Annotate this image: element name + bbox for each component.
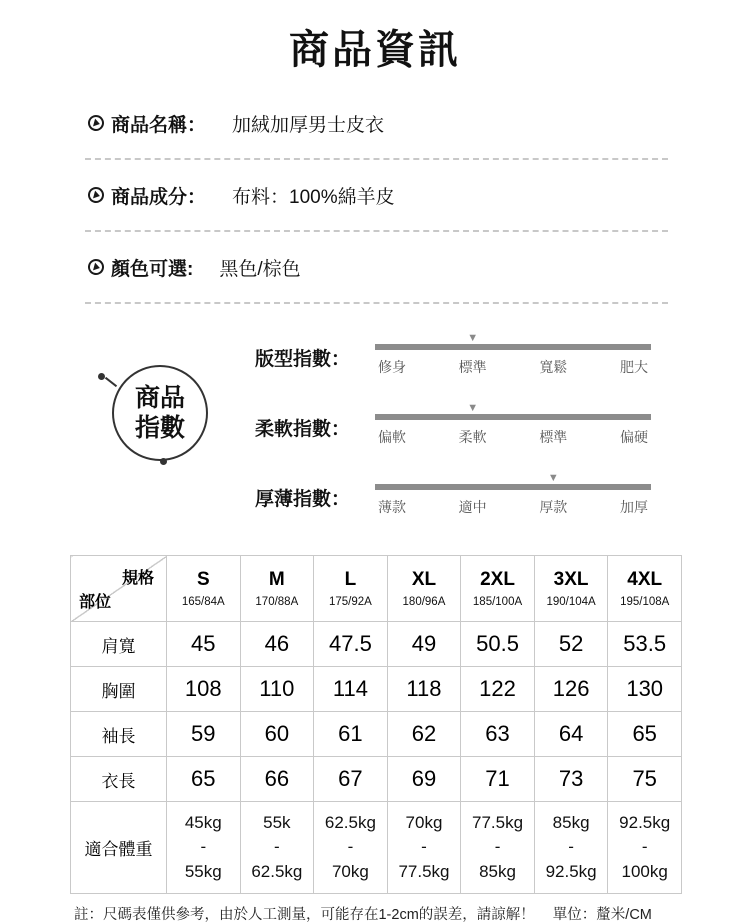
size-column-header (461, 556, 535, 622)
corner-cell (71, 556, 167, 622)
play-circle-icon (86, 113, 106, 133)
table-row-weight (71, 802, 682, 894)
slider-marker-slot (536, 331, 570, 344)
weight-to: 55kg (184, 861, 222, 881)
size-name: S (196, 569, 210, 590)
weight-dash: - (494, 837, 501, 857)
size-spec: 180/96A (402, 596, 446, 608)
slider-option: 適中 (458, 499, 487, 515)
dashed-divider (85, 230, 668, 232)
slider-label: 柔軟指數： (255, 419, 351, 440)
weight-cell (240, 802, 314, 894)
cell-value: 63 (461, 712, 535, 757)
page-title: 商品資訊 (289, 28, 461, 72)
slider-option: 加厚 (619, 499, 648, 515)
info-item-material (88, 181, 750, 209)
cell-value: 61 (314, 712, 388, 757)
cell-value: 118 (387, 667, 461, 712)
info-label: 顏色可選: (111, 258, 194, 280)
cell-value: 126 (534, 667, 608, 712)
cell-value: 67 (314, 757, 388, 802)
slider-marker-icon: ▼ (547, 472, 559, 484)
slider-option: 薄款 (378, 499, 406, 515)
size-column-header (387, 556, 461, 622)
weight-to: 62.5kg (251, 861, 303, 881)
size-name: M (268, 569, 285, 590)
slider-marker-slot (617, 331, 651, 344)
cell-value: 47.5 (314, 622, 388, 667)
cell-value: 65 (608, 712, 682, 757)
cell-value: 114 (314, 667, 388, 712)
dashed-divider (85, 158, 668, 160)
row-label: 袖長 (71, 712, 167, 757)
row-label: 衣長 (71, 757, 167, 802)
slider-marker-slot (536, 401, 570, 414)
weight-cell (387, 802, 461, 894)
cell-value: 73 (534, 757, 608, 802)
size-spec: 170/88A (255, 596, 299, 608)
size-column-header (608, 556, 682, 622)
slider-bar (375, 484, 651, 490)
footnote-unit: 單位：釐米/CM (552, 907, 652, 923)
table-row-sleeve (71, 712, 682, 757)
slider-row-thickness (255, 471, 750, 517)
cell-value: 122 (461, 667, 535, 712)
product-index-section (0, 325, 750, 541)
table-row-chest (71, 667, 682, 712)
play-circle-icon (86, 185, 106, 205)
footnote (74, 903, 750, 924)
index-badge-wrap (0, 325, 255, 541)
size-spec: 195/108A (620, 596, 670, 608)
cell-value: 62 (387, 712, 461, 757)
weight-from: 92.5kg (619, 812, 671, 832)
fit-index-slider (375, 331, 651, 377)
weight-to: 92.5kg (545, 861, 597, 881)
weight-from: 77.5kg (472, 812, 524, 832)
size-name: 3XL (553, 569, 589, 590)
slider-option: 厚款 (539, 499, 568, 515)
slider-option: 肥大 (619, 359, 648, 375)
weight-to: 85kg (479, 861, 516, 881)
weight-from: 70kg (405, 812, 443, 832)
size-name: 4XL (627, 569, 663, 590)
slider-label: 厚薄指數： (255, 489, 351, 510)
size-spec: 165/84A (181, 596, 225, 608)
product-info-list (0, 109, 750, 304)
weight-to: 100kg (621, 861, 668, 881)
weight-dash: - (347, 837, 354, 857)
cell-value: 130 (608, 667, 682, 712)
slider-row-softness (255, 401, 750, 447)
cell-value: 64 (534, 712, 608, 757)
slider-marker-slot (456, 471, 490, 484)
weight-to: 70kg (331, 861, 369, 881)
size-spec: 185/100A (472, 596, 523, 608)
cell-value: 110 (240, 667, 314, 712)
size-name: L (344, 569, 357, 590)
slider-marker-slot (375, 401, 409, 414)
size-column-header (314, 556, 388, 622)
slider-marker-slot (617, 401, 651, 414)
decoration-dot (160, 458, 167, 465)
weight-cell (314, 802, 388, 894)
slider-options (375, 357, 651, 377)
slider-row-fit (255, 331, 750, 377)
weight-dash: - (274, 837, 280, 857)
cell-value: 65 (167, 757, 241, 802)
slider-marker-slot (375, 331, 409, 344)
slider-option: 寬鬆 (539, 359, 568, 375)
cell-value: 52 (534, 622, 608, 667)
table-row-length (71, 757, 682, 802)
slider-marker-icon: ▼ (467, 402, 479, 414)
slider-option: 修身 (378, 359, 406, 375)
slider-option: 偏軟 (378, 429, 406, 445)
row-label: 肩寬 (71, 622, 167, 667)
slider-markers-0 (375, 331, 651, 344)
weight-dash: - (641, 837, 648, 857)
index-sliders (255, 325, 750, 541)
size-column-header (534, 556, 608, 622)
weight-cell (534, 802, 608, 894)
weight-from: 62.5kg (324, 812, 376, 832)
weight-cell (461, 802, 535, 894)
slider-bar (375, 414, 651, 420)
slider-option: 柔軟 (458, 429, 487, 445)
cell-value: 46 (240, 622, 314, 667)
size-spec: 175/92A (328, 596, 372, 608)
size-column-header (167, 556, 241, 622)
cell-value: 69 (387, 757, 461, 802)
footnote-text: 註：尺碼表僅供參考，由於人工測量，可能存在1-2cm的誤差，請諒解！ (74, 907, 535, 923)
weight-from: 55k (263, 812, 291, 832)
weight-cell (167, 802, 241, 894)
badge-text-line2: 指數 (134, 414, 185, 442)
index-badge-circle (112, 365, 208, 461)
weight-to: 77.5kg (398, 861, 450, 881)
slider-label: 版型指數： (255, 349, 351, 370)
info-item-name (88, 109, 750, 137)
info-item-color (88, 253, 750, 281)
cell-value: 71 (461, 757, 535, 802)
cell-value: 66 (240, 757, 314, 802)
cell-value: 53.5 (608, 622, 682, 667)
slider-markers-1 (375, 401, 651, 414)
row-label: 胸圍 (71, 667, 167, 712)
dashed-divider (85, 302, 668, 304)
thickness-index-slider (375, 471, 651, 517)
badge-text-line1: 商品 (134, 384, 185, 412)
corner-label-spec: 規格 (121, 570, 154, 587)
size-chart-table (70, 555, 682, 894)
cell-value: 59 (167, 712, 241, 757)
size-name: XL (411, 569, 437, 590)
info-label: 商品成分： (111, 186, 207, 208)
table-row-shoulder (71, 622, 682, 667)
slider-bar (375, 344, 651, 350)
softness-index-slider (375, 401, 651, 447)
slider-options (375, 497, 651, 517)
cell-value: 75 (608, 757, 682, 802)
cell-value: 45 (167, 622, 241, 667)
weight-from: 85kg (552, 812, 590, 832)
size-name: 2XL (480, 569, 515, 590)
slider-marker-icon: ▼ (467, 332, 479, 344)
cell-value: 50.5 (461, 622, 535, 667)
size-column-header (240, 556, 314, 622)
cell-value: 49 (387, 622, 461, 667)
info-value: 布料：100%綿羊皮 (232, 186, 395, 208)
info-label: 商品名稱： (111, 114, 207, 136)
slider-marker-slot (375, 471, 409, 484)
slider-options (375, 427, 651, 447)
slider-option: 偏硬 (619, 429, 648, 445)
slider-option: 標準 (539, 429, 568, 445)
info-value: 加絨加厚男士皮衣 (232, 114, 385, 136)
cell-value: 60 (240, 712, 314, 757)
weight-dash: - (421, 837, 427, 857)
row-label: 適合體重 (71, 802, 167, 894)
table-header-row (71, 556, 682, 622)
info-value: 黑色/棕色 (219, 258, 301, 280)
decoration-tick (105, 377, 117, 387)
corner-label-part: 部位 (79, 594, 112, 611)
weight-dash: - (568, 837, 574, 857)
slider-markers-2 (375, 471, 651, 484)
decoration-dot (98, 373, 105, 380)
slider-marker-slot (617, 471, 651, 484)
slider-option: 標準 (458, 359, 487, 375)
weight-dash: - (200, 837, 207, 857)
play-circle-icon (86, 257, 106, 277)
weight-cell (608, 802, 682, 894)
size-spec: 190/104A (546, 596, 596, 608)
cell-value: 108 (167, 667, 241, 712)
weight-from: 45kg (184, 812, 222, 832)
